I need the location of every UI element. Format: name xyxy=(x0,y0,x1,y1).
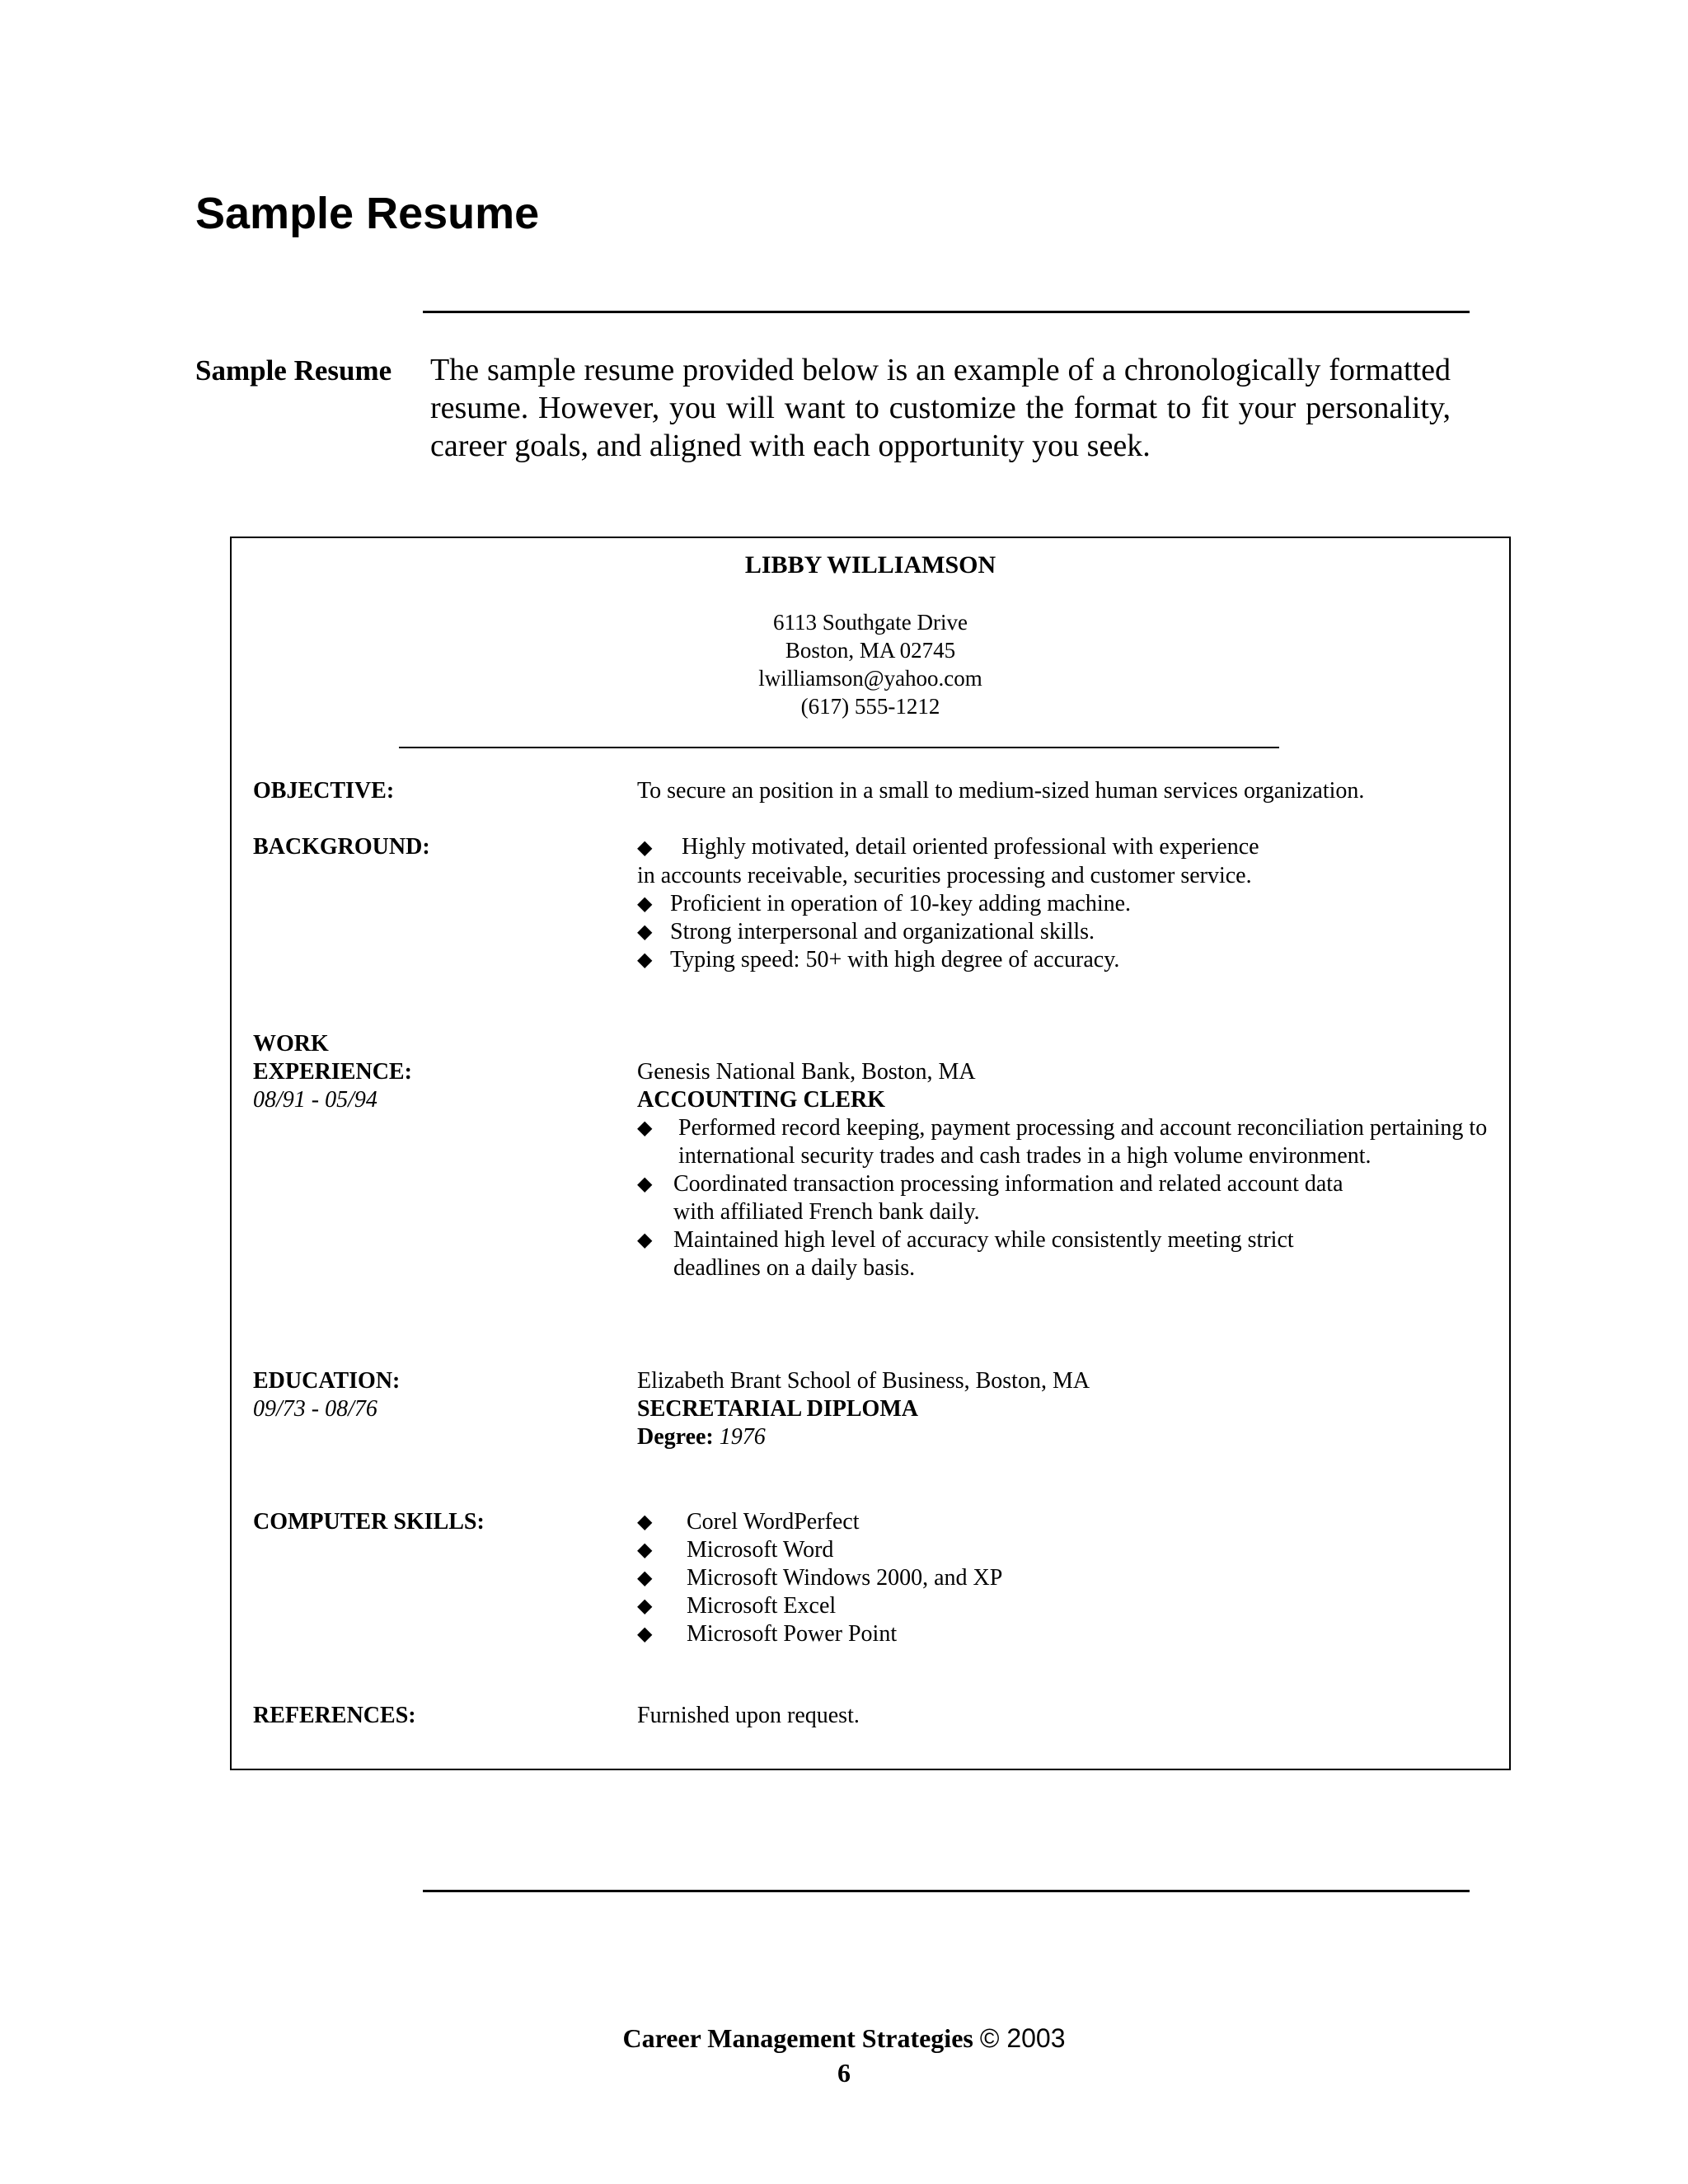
education-label-text: EDUCATION: xyxy=(253,1368,401,1394)
skills-list xyxy=(637,1508,1494,1648)
footer-copyright: © 2003 xyxy=(979,2023,1066,2053)
education-label xyxy=(253,1367,400,1423)
top-divider xyxy=(423,311,1470,313)
background-item-text: Proficient in operation of 10-key adding machine. xyxy=(670,891,1132,916)
objective-text: To secure an position in a small to medium-sized human services organization. xyxy=(637,778,1365,804)
work-item-text: Performed record keeping, payment processing and account reconciliation pertaining to international security trades and cash trades in a high volume environment. xyxy=(678,1115,1488,1169)
skill-item-text: Microsoft Windows 2000, and XP xyxy=(687,1565,1003,1591)
skill-item-text: Microsoft Word xyxy=(687,1537,834,1563)
diamond-bullet-icon: ◆ xyxy=(637,1540,653,1561)
work-dates: 08/91 - 05/94 xyxy=(253,1087,377,1113)
list-item xyxy=(637,833,1264,890)
background-item-text: Typing speed: 50+ with high degree of accuracy. xyxy=(670,947,1120,972)
resume-email: lwilliamson@yahoo.com xyxy=(758,666,982,691)
diamond-bullet-icon: ◆ xyxy=(637,1624,653,1645)
education-degree xyxy=(637,1423,1494,1451)
resume-address-line1: 6113 Southgate Drive xyxy=(773,610,968,635)
list-item xyxy=(637,1114,1494,1170)
list-item xyxy=(637,1170,1349,1226)
background-item-text: Highly motivated, detail oriented professional with experience in accounts receivable, securities processing and customer service. xyxy=(637,834,1259,888)
diamond-bullet-icon: ◆ xyxy=(637,1118,653,1139)
background-list xyxy=(637,833,1264,974)
references-text: Furnished upon request. xyxy=(637,1703,860,1728)
work-label xyxy=(253,1030,412,1114)
diamond-bullet-icon: ◆ xyxy=(637,893,653,915)
skill-item-text: Microsoft Excel xyxy=(687,1593,837,1619)
education-content xyxy=(637,1367,1494,1451)
page-footer xyxy=(0,2021,1688,2090)
resume-header-divider xyxy=(399,747,1279,748)
diamond-bullet-icon: ◆ xyxy=(637,1230,653,1251)
list-item xyxy=(637,1564,1494,1592)
intro-paragraph: The sample resume provided below is an example of a chronologically formatted resume. However, you will want to customize the format to fit your personality, career goals, and aligned with each opportunity you seek. xyxy=(430,353,1451,463)
list-item xyxy=(637,1226,1349,1282)
diamond-bullet-icon: ◆ xyxy=(637,921,653,943)
diamond-bullet-icon: ◆ xyxy=(637,837,653,859)
work-item-text: Maintained high level of accuracy while consistently meeting strict deadlines on a daily basis. xyxy=(673,1227,1294,1281)
section-side-label: Sample Resume xyxy=(195,354,392,387)
objective-label: OBJECTIVE: xyxy=(253,778,395,804)
background-item-text: Strong interpersonal and organizational skills. xyxy=(670,919,1095,944)
page-title: Sample Resume xyxy=(195,189,540,238)
degree-label: Degree: xyxy=(637,1424,714,1450)
diamond-bullet-icon: ◆ xyxy=(637,1596,653,1617)
bottom-divider xyxy=(423,1890,1470,1892)
resume-phone: (617) 555-1212 xyxy=(800,694,940,719)
list-item xyxy=(637,890,1264,918)
background-label: BACKGROUND: xyxy=(253,834,430,860)
resume-address-line2: Boston, MA 02745 xyxy=(785,638,956,663)
education-school: Elizabeth Brant School of Business, Boston, MA xyxy=(637,1368,1090,1394)
list-item xyxy=(637,946,1264,974)
list-item xyxy=(637,1536,1494,1564)
diamond-bullet-icon: ◆ xyxy=(637,1174,653,1195)
skill-item-text: Corel WordPerfect xyxy=(687,1509,860,1535)
work-item-text: Coordinated transaction processing information and related account data with affiliated French bank daily. xyxy=(673,1171,1343,1225)
diamond-bullet-icon: ◆ xyxy=(637,1568,653,1589)
work-job-title: ACCOUNTING CLERK xyxy=(637,1087,886,1113)
education-dates: 09/73 - 08/76 xyxy=(253,1396,377,1422)
resume-sample-box xyxy=(230,537,1511,1770)
footer-line xyxy=(0,2021,1688,2055)
work-label-line2: EXPERIENCE: xyxy=(253,1059,412,1085)
references-label: REFERENCES: xyxy=(253,1703,416,1728)
footer-brand: Career Management Strategies xyxy=(622,2023,973,2053)
resume-contact-block xyxy=(232,608,1509,720)
diamond-bullet-icon: ◆ xyxy=(637,1511,653,1533)
resume-name: LIBBY WILLIAMSON xyxy=(744,551,996,579)
skills-label: COMPUTER SKILLS: xyxy=(253,1509,485,1535)
work-content xyxy=(637,1058,1494,1282)
education-diploma: SECRETARIAL DIPLOMA xyxy=(637,1396,918,1422)
work-label-line1: WORK xyxy=(253,1031,329,1057)
page-number: 6 xyxy=(837,2058,851,2088)
list-item xyxy=(637,1620,1494,1648)
list-item xyxy=(637,1592,1494,1620)
list-item xyxy=(637,918,1264,946)
degree-year: 1976 xyxy=(719,1424,766,1450)
list-item xyxy=(637,1508,1494,1536)
work-employer: Genesis National Bank, Boston, MA xyxy=(637,1059,976,1085)
diamond-bullet-icon: ◆ xyxy=(637,949,653,971)
skill-item-text: Microsoft Power Point xyxy=(687,1621,898,1647)
